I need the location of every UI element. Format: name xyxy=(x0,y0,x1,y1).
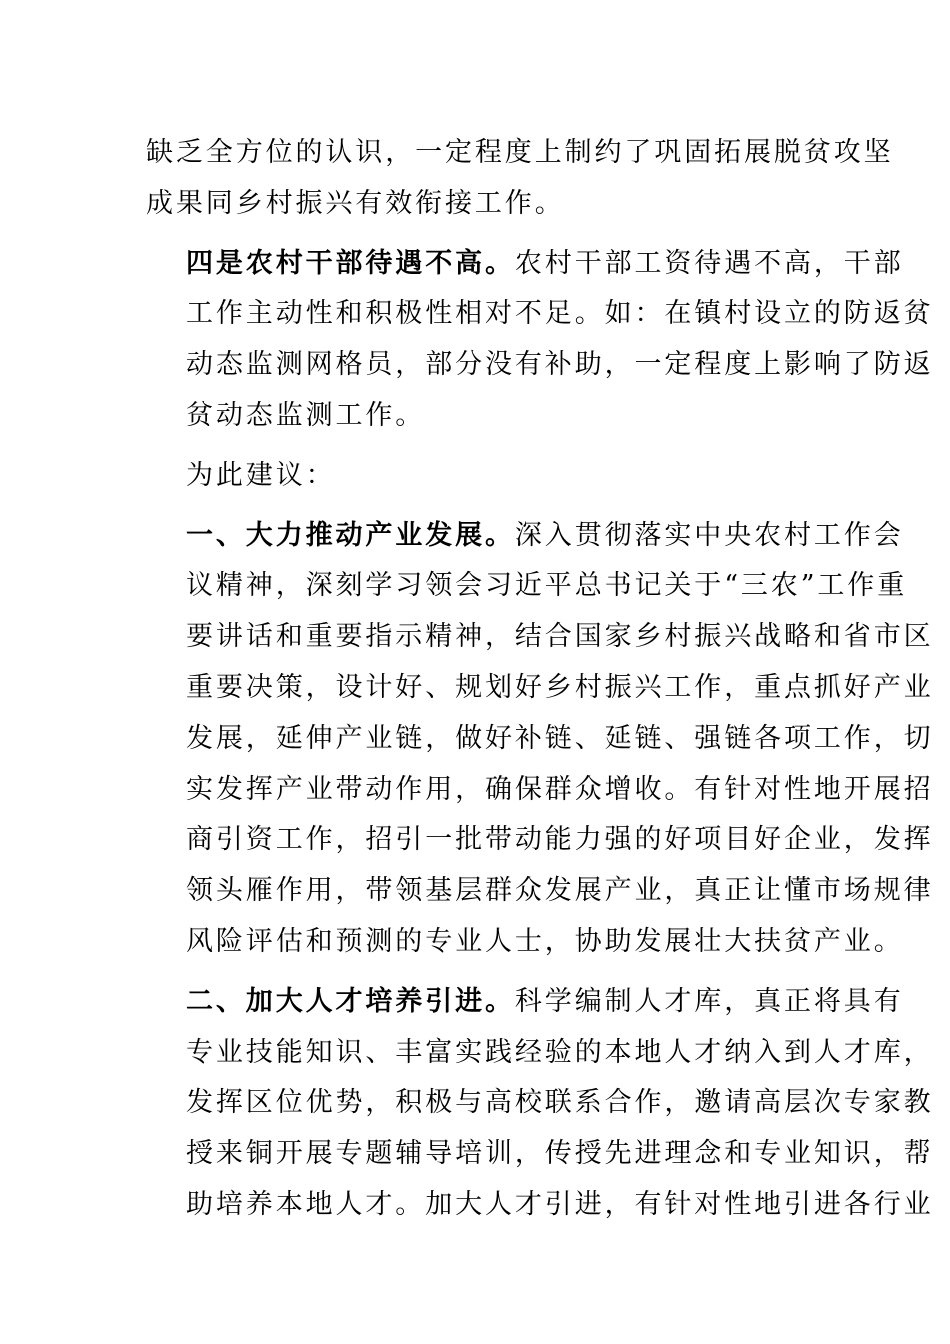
paragraph-heading: 一、大力推动产业发展。 xyxy=(186,519,515,551)
paragraph-suggestion-intro xyxy=(146,451,806,502)
paragraph-heading: 四是农村干部待遇不高。 xyxy=(186,247,515,279)
paragraph-suggestion-one xyxy=(146,511,934,968)
text-line: 专业技能知识、丰富实践经验的本地人才纳入到人才库， xyxy=(186,1036,934,1068)
text-line xyxy=(146,239,904,290)
text-line xyxy=(146,977,904,1028)
text-line: 议精神，深刻学习领会习近平总书记关于“三农”工作重 xyxy=(186,570,908,602)
text-line: 缺乏全方位的认识，一定程度上制约了巩固拓展脱贫攻坚 xyxy=(146,137,894,168)
text-line: 要讲话和重要指示精神，结合国家乡村振兴战略和省市区 xyxy=(186,621,934,653)
text-line: 成果同乡村振兴有效衔接工作。 xyxy=(146,187,565,219)
paragraph-heading: 二、加大人才培养引进。 xyxy=(186,985,515,1017)
text-line: 发挥区位优势，积极与高校联系合作，邀请高层次专家教 xyxy=(186,1087,934,1119)
text-line: 为此建议： xyxy=(186,459,336,491)
text-line: 领头雁作用，带领基层群众发展产业，真正让懂市场规律 xyxy=(186,875,934,907)
text-run: 科学编制人才库，真正将具有 xyxy=(514,985,904,1017)
text-line: 发展，延伸产业链，做好补链、延链、强链各项工作，切 xyxy=(186,722,934,754)
paragraph-continuation xyxy=(146,128,894,230)
text-run: 深入贯彻落实中央农村工作会 xyxy=(514,519,904,551)
text-line: 贫动态监测工作。 xyxy=(186,399,426,431)
text-line: 动态监测网格员，部分没有补助，一定程度上影响了防返 xyxy=(186,349,934,381)
paragraph-issue-four xyxy=(146,239,934,442)
text-line: 风险评估和预测的专业人士，协助发展壮大扶贫产业。 xyxy=(186,925,904,957)
text-line: 工作主动性和积极性相对不足。如：在镇村设立的防返贫 xyxy=(186,298,934,330)
text-line: 重要决策，设计好、规划好乡村振兴工作，重点抓好产业 xyxy=(186,671,934,703)
text-line: 助培养本地人才。加大人才引进，有针对性地引进各行业 xyxy=(186,1188,934,1220)
text-line xyxy=(146,511,904,562)
paragraph-suggestion-two xyxy=(146,977,934,1231)
text-line: 授来铜开展专题辅导培训，传授先进理念和专业知识，帮 xyxy=(186,1138,934,1170)
text-run: 农村干部工资待遇不高，干部 xyxy=(514,247,904,279)
document-page xyxy=(146,128,934,1231)
text-line: 实发挥产业带动作用，确保群众增收。有针对性地开展招 xyxy=(186,773,934,805)
text-line: 商引资工作，招引一批带动能力强的好项目好企业，发挥 xyxy=(186,824,934,856)
